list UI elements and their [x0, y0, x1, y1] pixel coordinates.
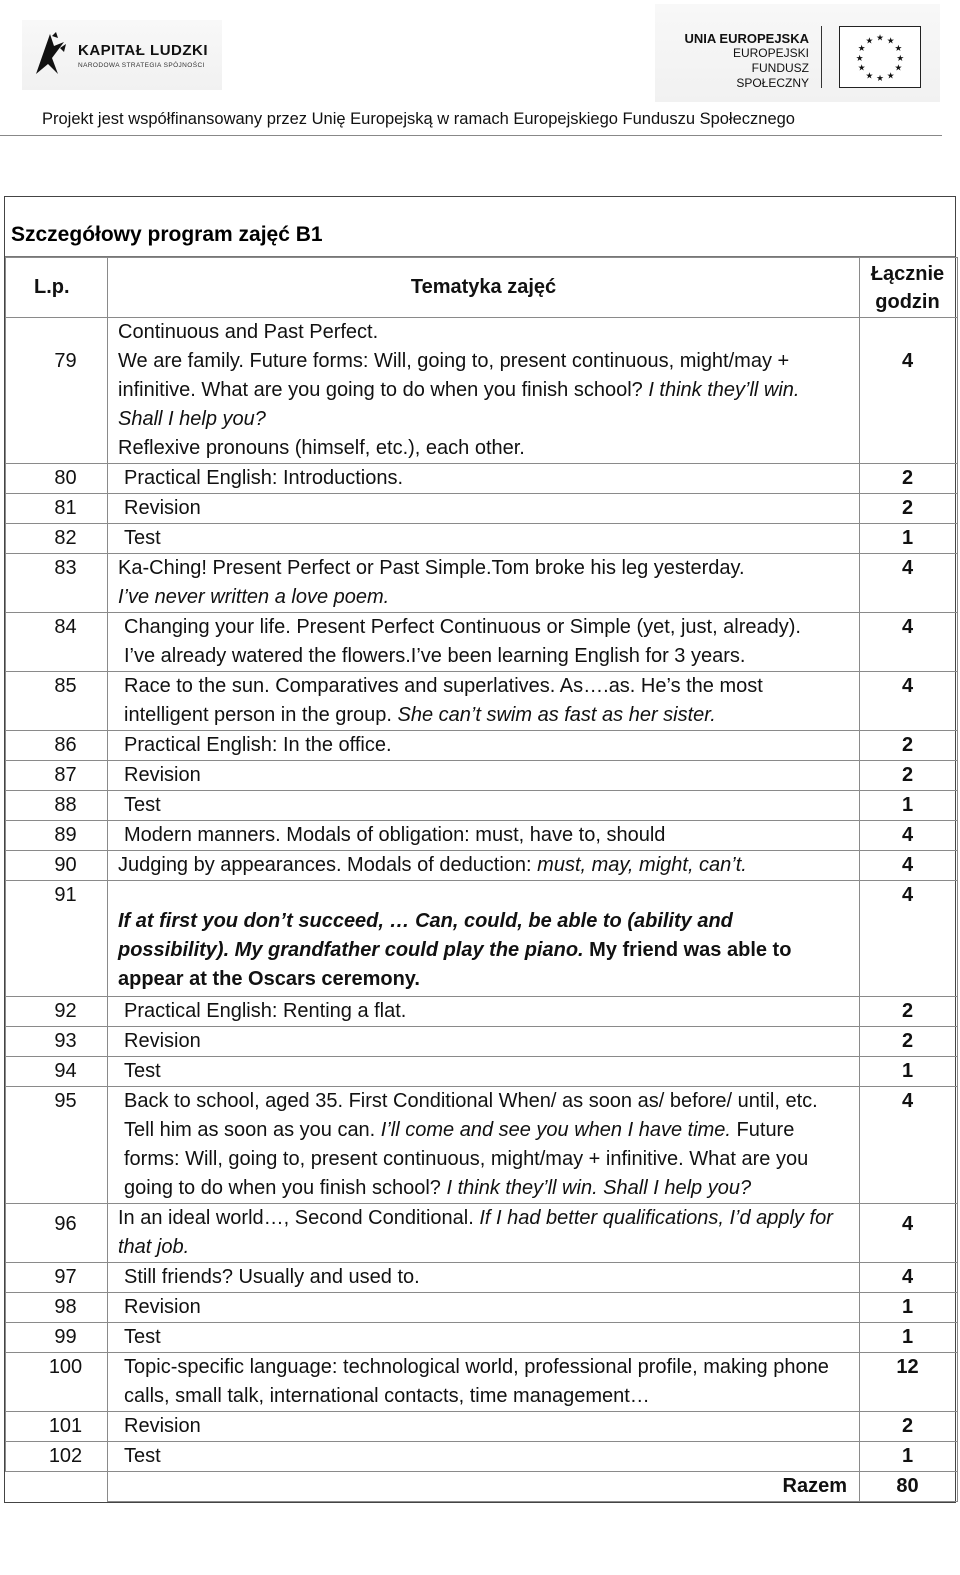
row-number: 101	[6, 1412, 108, 1442]
row-topic: Race to the sun. Comparatives and superlatives. As….as. He’s the most intelligent person in the group. She can’t swim as fast as her sister.	[108, 672, 860, 731]
row-hours: 4	[860, 851, 958, 881]
table-row	[6, 881, 958, 997]
row-number: 79	[6, 318, 108, 464]
total-hours: 80	[860, 1472, 958, 1502]
row-topic: If at first you don’t succeed, … Can, could, be able to (ability and possibility). My grandfather could play the piano. My friend was able to appear at the Oscars ceremony.	[108, 881, 860, 997]
row-number: 88	[6, 791, 108, 821]
row-hours: 4	[860, 1204, 958, 1263]
row-topic: Revision	[108, 1293, 860, 1323]
row-hours: 12	[860, 1353, 958, 1412]
row-number: 89	[6, 821, 108, 851]
table-header-row	[6, 258, 958, 318]
row-number: 86	[6, 731, 108, 761]
row-number: 82	[6, 524, 108, 554]
table-row	[6, 851, 958, 881]
funding-note: Projekt jest współfinansowany przez Unię Europejską w ramach Europejskiego Funduszu Społecznego	[42, 110, 795, 128]
row-number: 98	[6, 1293, 108, 1323]
eu-logo-line1: UNIA EUROPEJSKA	[684, 31, 809, 46]
svg-text:★: ★	[896, 53, 905, 64]
row-number: 100	[6, 1353, 108, 1412]
row-number: 84	[6, 613, 108, 672]
row-hours: 4	[860, 1087, 958, 1204]
kapital-ludzki-emblem-icon	[32, 30, 68, 78]
row-topic: In an ideal world…, Second Conditional. If I had better qualifications, I’d apply for that job.	[108, 1204, 860, 1263]
row-topic: Judging by appearances. Modals of deduction: must, may, might, can’t.	[108, 851, 860, 881]
row-hours: 4	[860, 672, 958, 731]
table-row	[6, 731, 958, 761]
row-number: 81	[6, 494, 108, 524]
row-topic: Ka-Ching! Present Perfect or Past Simple.Tom broke his leg yesterday. I’ve never written a love poem.	[108, 554, 860, 613]
total-empty-cell	[6, 1472, 108, 1502]
row-topic: Changing your life. Present Perfect Continuous or Simple (yet, just, already). I’ve already watered the flowers.I’ve been learning English for 3 years.	[108, 613, 860, 672]
row-hours: 1	[860, 791, 958, 821]
row-number: 93	[6, 1027, 108, 1057]
row-number: 92	[6, 997, 108, 1027]
svg-text:★: ★	[894, 63, 903, 74]
row-topic: Revision	[108, 1412, 860, 1442]
table-row	[6, 1204, 958, 1263]
row-hours: 4	[860, 554, 958, 613]
row-topic: Back to school, aged 35. First Conditional When/ as soon as/ before/ until, etc. Tell him as soon as you can. I’ll come and see you when I have time. Future forms: Will, going to, present continuous, might/may + infinitive. What are you going to do when you finish school? I think they’ll win. Shall I help you?	[108, 1087, 860, 1204]
program-table	[5, 257, 958, 1502]
page-header	[0, 0, 960, 140]
table-row	[6, 494, 958, 524]
svg-text:★: ★	[855, 53, 864, 64]
table-row	[6, 1323, 958, 1353]
table-row	[6, 1442, 958, 1472]
row-hours: 4	[860, 318, 958, 464]
table-row	[6, 997, 958, 1027]
row-number: 99	[6, 1323, 108, 1353]
row-hours: 2	[860, 1027, 958, 1057]
svg-text:★: ★	[865, 36, 874, 47]
row-hours: 2	[860, 1412, 958, 1442]
table-row	[6, 318, 958, 464]
row-number: 91	[6, 881, 108, 997]
svg-text:★: ★	[876, 33, 884, 44]
row-hours: 4	[860, 613, 958, 672]
row-number: 102	[6, 1442, 108, 1472]
row-topic: Revision	[108, 761, 860, 791]
table-row	[6, 791, 958, 821]
row-number: 85	[6, 672, 108, 731]
row-topic: Practical English: In the office.	[108, 731, 860, 761]
table-row	[6, 554, 958, 613]
row-number: 83	[6, 554, 108, 613]
row-topic: Practical English: Introductions.	[108, 464, 860, 494]
program-document	[4, 196, 956, 1503]
table-row	[6, 1412, 958, 1442]
row-hours: 1	[860, 1323, 958, 1353]
row-hours: 1	[860, 1293, 958, 1323]
table-row	[6, 1057, 958, 1087]
row-hours: 4	[860, 1263, 958, 1293]
svg-text:★: ★	[857, 44, 866, 55]
row-topic: Topic-specific language: technological world, professional profile, making phone calls, small talk, international contacts, time management…	[108, 1353, 860, 1412]
row-number: 95	[6, 1087, 108, 1204]
svg-text:★: ★	[886, 71, 895, 82]
row-hours: 2	[860, 731, 958, 761]
row-topic: Test	[108, 1323, 860, 1353]
row-number: 80	[6, 464, 108, 494]
row-number: 97	[6, 1263, 108, 1293]
row-hours: 4	[860, 881, 958, 997]
total-label: Razem	[108, 1472, 860, 1502]
table-row	[6, 1293, 958, 1323]
kapital-ludzki-subtitle: NARODOWA STRATEGIA SPÓJNOŚCI	[78, 62, 205, 69]
svg-text:★: ★	[876, 74, 884, 85]
svg-text:★: ★	[857, 63, 866, 74]
table-row	[6, 1027, 958, 1057]
row-topic: Continuous and Past Perfect. We are family. Future forms: Will, going to, present continuous, might/may + infinitive. What are you going to do when you finish school? I think they’ll win. Shall I help you? Reflexive pronouns (himself, etc.), each other.	[108, 318, 860, 464]
row-topic: Modern manners. Modals of obligation: must, have to, should	[108, 821, 860, 851]
row-topic: Test	[108, 524, 860, 554]
table-row	[6, 464, 958, 494]
total-row	[6, 1472, 958, 1502]
row-topic: Revision	[108, 494, 860, 524]
row-number: 96	[6, 1204, 108, 1263]
row-topic: Test	[108, 1442, 860, 1472]
eu-logo-line3: FUNDUSZ SPOŁECZNY	[736, 61, 809, 90]
row-hours: 4	[860, 821, 958, 851]
row-number: 90	[6, 851, 108, 881]
table-row	[6, 672, 958, 731]
row-hours: 1	[860, 524, 958, 554]
svg-text:★: ★	[865, 71, 874, 82]
table-row	[6, 821, 958, 851]
col-header-topic: Tematyka zajęć	[108, 258, 860, 318]
eu-logo-text	[679, 31, 809, 91]
eu-logo-line2: EUROPEJSKI	[732, 46, 809, 60]
eu-flag-icon	[839, 26, 921, 88]
row-topic: Revision	[108, 1027, 860, 1057]
row-topic: Still friends? Usually and used to.	[108, 1263, 860, 1293]
document-title: Szczegółowy program zajęć B1	[5, 197, 955, 257]
table-row	[6, 613, 958, 672]
kapital-ludzki-title: KAPITAŁ LUDZKI	[78, 42, 209, 59]
row-hours: 2	[860, 997, 958, 1027]
table-row	[6, 1087, 958, 1204]
eu-logo-divider	[821, 26, 822, 88]
row-hours: 2	[860, 761, 958, 791]
row-hours: 2	[860, 494, 958, 524]
row-topic: Practical English: Renting a flat.	[108, 997, 860, 1027]
table-row	[6, 1353, 958, 1412]
header-rule	[0, 135, 942, 136]
row-hours: 1	[860, 1442, 958, 1472]
row-topic: Test	[108, 1057, 860, 1087]
table-row	[6, 524, 958, 554]
row-hours: 2	[860, 464, 958, 494]
col-header-hours: Łącznie godzin	[860, 258, 958, 318]
svg-text:★: ★	[886, 36, 895, 47]
table-row	[6, 1263, 958, 1293]
col-header-no: L.p.	[6, 258, 108, 318]
row-hours: 1	[860, 1057, 958, 1087]
kapital-ludzki-logo	[22, 20, 222, 90]
eu-logo	[655, 4, 940, 102]
row-topic: Test	[108, 791, 860, 821]
table-row	[6, 761, 958, 791]
row-number: 87	[6, 761, 108, 791]
row-number: 94	[6, 1057, 108, 1087]
svg-text:★: ★	[894, 44, 903, 55]
